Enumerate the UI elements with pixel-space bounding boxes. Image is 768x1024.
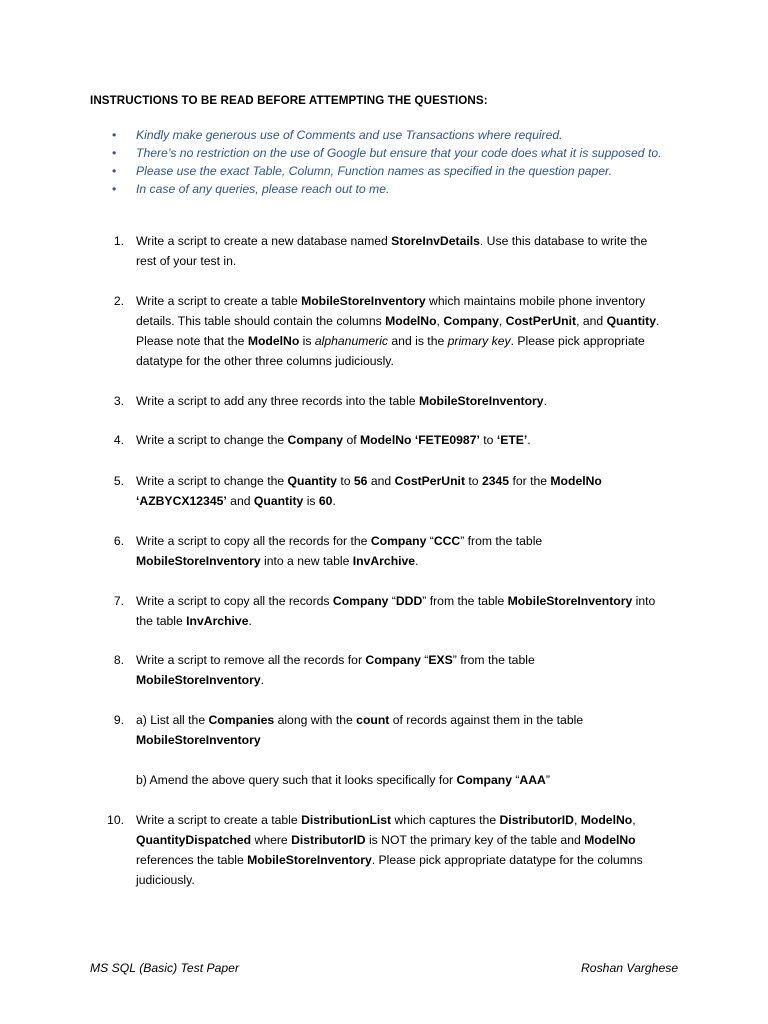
table-name: MobileStoreInventory	[136, 673, 261, 687]
bullet-icon: •	[112, 146, 117, 160]
text-run: and	[367, 474, 395, 488]
instruction-text: Please use the exact Table, Column, Function names as specified in the question paper.	[136, 164, 613, 178]
question-number: 2.	[113, 294, 124, 308]
table-name: MobileStoreInventory	[247, 853, 372, 867]
text-run: ” from the table	[460, 534, 543, 548]
text-run: of records against them in the table	[389, 713, 584, 727]
text-run: .	[415, 554, 419, 568]
instruction-text: In case of any queries, please reach out to me.	[136, 182, 390, 196]
company-value: CCC	[433, 534, 461, 548]
value-text: 60	[318, 494, 333, 508]
text-run: Write a script to create a table	[136, 294, 302, 308]
question-number: 7.	[113, 594, 124, 608]
text-run: Write a script to create a table	[136, 813, 302, 827]
text-run: which captures the	[391, 813, 500, 827]
question-10	[104, 810, 678, 890]
column-name: ModelNo	[247, 334, 300, 348]
instruction-text: There’s no restriction on the use of Google but ensure that your code does what it is supposed to.	[136, 146, 662, 160]
instruction-item	[112, 126, 712, 144]
instruction-item	[112, 180, 712, 198]
text-run: .	[527, 433, 531, 447]
question-5	[104, 471, 678, 511]
table-name: MobileStoreInventory	[301, 294, 426, 308]
question-number: 1.	[113, 234, 124, 248]
column-name: ModelNo	[580, 813, 633, 827]
text-run: ,	[573, 813, 581, 827]
keyword: count	[356, 713, 390, 727]
text-run: to	[479, 433, 497, 447]
db-name: StoreInvDetails	[391, 234, 480, 248]
text-run: . Please pick appropriate	[510, 334, 645, 348]
text-run: details. This table should contain the columns	[136, 314, 386, 328]
text-run: is	[299, 334, 315, 348]
column-name: DistributorID	[499, 813, 574, 827]
text-run: into a new table	[260, 554, 353, 568]
question-text	[136, 591, 678, 631]
question-text	[136, 650, 678, 690]
question-text	[136, 810, 678, 890]
text-run: of	[343, 433, 360, 447]
text-run: rest of your test in.	[136, 254, 237, 268]
text-run: .	[260, 673, 264, 687]
question-text	[136, 531, 678, 571]
value-text: 56	[353, 474, 368, 488]
text-run: Write a script to copy all the records for the	[136, 534, 371, 548]
table-name: MobileStoreInventory	[418, 394, 544, 408]
emphasis-text: primary key	[447, 334, 511, 348]
text-run: “	[420, 653, 429, 667]
footer-author: Roshan Varghese	[581, 961, 679, 975]
column-name: Company	[443, 314, 499, 328]
text-run: is NOT the primary key of the table and	[365, 833, 585, 847]
text-run: Write a script to copy all the records	[136, 594, 333, 608]
column-name: ModelNo	[584, 833, 636, 847]
text-run: to	[465, 474, 482, 488]
text-run: Write a script to add any three records into the table	[136, 394, 419, 408]
question-4	[104, 430, 678, 450]
text-run: .	[656, 314, 660, 328]
question-7	[104, 591, 678, 631]
column-name: Quantity	[287, 474, 337, 488]
column-name: ModelNo	[385, 314, 437, 328]
question-text	[136, 231, 678, 271]
instructions-heading: INSTRUCTIONS TO BE READ BEFORE ATTEMPTING THE QUESTIONS:	[90, 94, 488, 107]
text-run: a) List all the	[136, 713, 209, 727]
text-run: ”	[545, 773, 550, 787]
column-name: DistributorID	[291, 833, 366, 847]
column-name: Company	[332, 594, 389, 608]
text-run: b) Amend the above query such that it looks specifically for	[136, 773, 457, 787]
model-value: ‘AZBYCX12345’	[136, 494, 227, 508]
table-name: DistributionList	[301, 813, 392, 827]
footer-title: MS SQL (Basic) Test Paper	[90, 961, 240, 975]
question-text	[136, 291, 678, 371]
instruction-item	[112, 144, 712, 162]
text-run: .	[248, 614, 252, 628]
bullet-icon: •	[112, 128, 117, 142]
table-name: MobileStoreInventory	[136, 733, 261, 747]
question-text	[136, 430, 678, 450]
question-3	[104, 391, 678, 411]
text-run: , and	[576, 314, 607, 328]
text-run: “	[388, 594, 396, 608]
text-run: Write a script to change the	[136, 474, 288, 488]
text-run: along with the	[274, 713, 357, 727]
text-run: .	[332, 494, 336, 508]
text-run: ” from the table	[452, 653, 535, 667]
column-name: Company	[370, 534, 427, 548]
column-name: CostPerUnit	[394, 474, 466, 488]
question-number: 10.	[107, 813, 124, 827]
question-9	[104, 710, 678, 790]
instruction-item	[112, 162, 712, 180]
question-6	[104, 531, 678, 571]
question-number: 3.	[113, 394, 124, 408]
company-value: EXS	[428, 653, 453, 667]
text-run: ,	[498, 314, 506, 328]
text-run: for the	[509, 474, 551, 488]
question-8	[104, 650, 678, 690]
text-run: “	[426, 534, 434, 548]
text-run: which maintains mobile phone inventory	[425, 294, 646, 308]
text-run: the table	[136, 614, 187, 628]
model-value: ModelNo ‘FETE0987’	[360, 433, 480, 447]
text-run: into	[632, 594, 656, 608]
question-number: 6.	[113, 534, 124, 548]
company-value: DDD	[395, 594, 423, 608]
column-name: ModelNo	[550, 474, 602, 488]
text-run: ,	[436, 314, 444, 328]
company-value: AAA	[519, 773, 546, 787]
column-name: QuantityDispatched	[136, 833, 252, 847]
table-name: InvArchive	[352, 554, 416, 568]
question-number: 8.	[113, 653, 124, 667]
question-number: 9.	[113, 713, 124, 727]
bullet-icon: •	[112, 182, 117, 196]
column-name: Company	[365, 653, 421, 667]
column-name: Company	[456, 773, 512, 787]
value-text: 2345	[481, 474, 510, 488]
table-name: MobileStoreInventory	[136, 554, 261, 568]
table-name: InvArchive	[186, 614, 249, 628]
text-run: Write a script to create a new database named	[136, 234, 392, 248]
question-number: 4.	[113, 433, 124, 447]
column-name: CostPerUnit	[505, 314, 577, 328]
question-text	[136, 710, 678, 790]
text-run: datatype for the other three columns judiciously.	[136, 354, 394, 368]
text-run: and is the	[388, 334, 448, 348]
bullet-icon: •	[112, 164, 117, 178]
table-name: MobileStoreInventory	[507, 594, 633, 608]
text-run: Please note that the	[136, 334, 248, 348]
question-1	[104, 231, 678, 271]
text-run: and	[226, 494, 254, 508]
company-value: ‘ETE’	[496, 433, 528, 447]
text-run: Write a script to change the	[136, 433, 288, 447]
question-number: 5.	[113, 474, 124, 488]
text-run: . Use this database to write the	[479, 234, 648, 248]
column-name: Quantity	[253, 494, 304, 508]
column-name: Company	[287, 433, 344, 447]
text-run: . Please pick appropriate datatype for the columns	[371, 853, 643, 867]
keyword: Companies	[208, 713, 275, 727]
question-text	[136, 471, 678, 511]
text-run: ,	[632, 813, 636, 827]
text-run: judiciously.	[136, 873, 195, 887]
instructions-list	[112, 126, 712, 198]
instruction-text: Kindly make generous use of Comments and use Transactions where required.	[136, 128, 563, 142]
text-run: Write a script to remove all the records for	[136, 653, 366, 667]
text-run: ” from the table	[422, 594, 508, 608]
text-run: to	[336, 474, 354, 488]
text-run: references the table	[136, 853, 248, 867]
text-run: where	[251, 833, 292, 847]
text-run: “	[511, 773, 520, 787]
question-text	[136, 391, 678, 411]
text-run: .	[543, 394, 547, 408]
column-name: Quantity	[606, 314, 657, 328]
question-2	[104, 291, 678, 371]
emphasis-text: alphanumeric	[314, 334, 389, 348]
text-run: is	[303, 494, 319, 508]
